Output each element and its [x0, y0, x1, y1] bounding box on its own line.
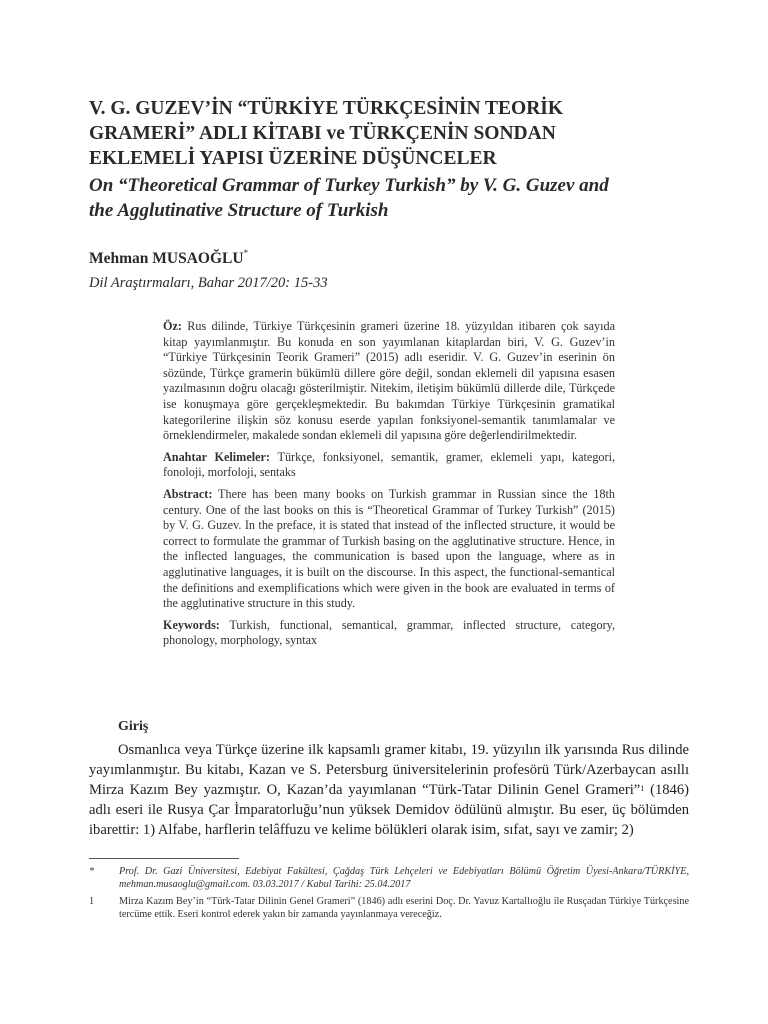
author-footnote-mark: *	[243, 248, 249, 258]
journal-citation: Dil Araştırmaları, Bahar 2017/20: 15-33	[89, 275, 328, 291]
footnote-mark: *	[89, 866, 95, 877]
keywords-paragraph	[163, 618, 615, 649]
subtitle-line: the Agglutinative Structure of Turkish	[89, 200, 389, 221]
section-heading: Giriş	[118, 719, 149, 734]
title-line: V. G. GUZEV’İN “TÜRKİYE TÜRKÇESİNİN TEORİK	[89, 98, 564, 119]
title-line: EKLEMELİ YAPISI ÜZERİNE DÜŞÜNCELER	[89, 148, 497, 169]
footnote-1	[89, 895, 689, 921]
footnote-mark: 1	[89, 896, 95, 907]
body-paragraph	[89, 740, 689, 840]
oz-paragraph	[163, 319, 615, 444]
oz-label: Öz:	[163, 319, 182, 333]
author-line	[89, 250, 248, 268]
anahtar-text: Türkçe, fonksiyonel, semantik, gramer, eklemeli yapı, kategori, fonoloji, morfoloji, sentaks	[163, 449, 616, 480]
article-title	[89, 96, 689, 171]
article-subtitle	[89, 173, 709, 223]
keywords-text: Turkish, functional, semantical, grammar, inflected structure, category, phonology, morphology, syntax	[163, 617, 615, 648]
footnote-text: Prof. Dr. Gazi Üniversitesi, Edebiyat Fakültesi, Çağdaş Türk Lehçeleri ve Edebiyatları Bölümü Öğretim Üyesi-Ankara/TÜRKİYE, mehman.musaoglu@gmail.com. 03.03.2017 / Kabul Tarihi: 25.04.2017	[119, 866, 689, 890]
footnote-text: Mirza Kazım Bey’in “Türk-Tatar Dilinin Genel Grameri” (1846) adlı eserini Doç. Dr. Yavuz Kartallıoğlu ile Rusçadan Türkiye Türkçesine tercüme ettik. Eseri kontrol ederek yakın bir zamanda yayınlanmaya vereceğiz.	[119, 896, 689, 920]
oz-text: Rus dilinde, Türkiye Türkçesinin grameri üzerine 18. yüzyıldan itibaren çok sayıda kitap yayımlanmıştır. Bu konuda en son yayımlanan kitaplardan biri, V. G. Guzev’in “Türkiye Türkçesinin Teorik Grameri” (2015) adlı eseridir. V. G. Guzev’in eserinin ön sözünde, Türkçe gramerin bükümlü dillere göre değil, sondan eklemeli dil yapısına esasen yazılmasının doğru olacağı gösterilmiştir. Nitekim, iletişim bükümlü dillerde dile, Türkçede ise konuşmaya göre gerçekleşmektedir. Bu bakımdan Türkiye Türkçesinin gramatikal kategorilerine ilişkin söz konusu eserde yapılan fonksiyonel-semantik tanımlamalar ve örneklendirmeler, makalede sondan eklemeli dil yapısına göre değerlendirilmektedir.	[163, 319, 616, 443]
author-name: Mehman MUSAOĞLU	[89, 250, 244, 267]
abstract-label: Abstract:	[163, 486, 213, 501]
footnote-ref-1[interactable]: 1	[640, 784, 645, 793]
abstract-paragraph	[163, 487, 615, 612]
footnote-author	[89, 865, 689, 891]
abstract-block	[163, 319, 615, 655]
keywords-label: Keywords:	[163, 617, 220, 632]
title-line: GRAMERİ” ADLI KİTABI ve TÜRKÇENİN SONDAN	[89, 123, 556, 144]
anahtar-paragraph	[163, 450, 615, 481]
body-text-part1: Osmanlıca veya Türkçe üzerine ilk kapsamlı gramer kitabı, 19. yüzyılın ilk yarısında Rus dilinde yayımlanmıştır. Bu kitabı, Kazan ve S. Petersburg üniversitelerinin profesörü Türk/Azerbaycan asıllı Mirza Kazım Bey yazmıştır. O, Kazan’da yayımlanan “Türk-Tatar Dilinin Genel Grameri”	[89, 742, 689, 798]
footnote-separator	[89, 858, 239, 859]
abstract-text: There has been many books on Turkish grammar in Russian since the 18th century. One of the last books on this is “Theoretical Grammar of Turkey Turkish” (2015) by V. G. Guzev. In the preface, it is stated that instead of the inflected structure, it would be correct to formulate the grammar of Turkish basing on the agglutinative structure. Hence, in the inflected languages, the communication is based upon the language, where as in agglutinative languages, it is built on the discourse. In this aspect, the functional-semantical the definitions and exemplifications which were given in the book are evaluated in terms of the agglutinative structure in this study.	[163, 486, 616, 611]
subtitle-line: On “Theoretical Grammar of Turkey Turkish” by V. G. Guzev and	[89, 175, 609, 196]
body-text-part2: (1846) adlı eseri ile Rusya Çar İmparatorluğu’nun yüksek Demidov ödülünü almıştır. Bu eser, üç bölümden ibarettir: 1) Alfabe, harflerin telâffuzu ve kelime bölükleri olarak isim, sıfat, sayı ve zamir; 2)	[89, 782, 689, 838]
anahtar-label: Anahtar Kelimeler:	[163, 449, 270, 464]
